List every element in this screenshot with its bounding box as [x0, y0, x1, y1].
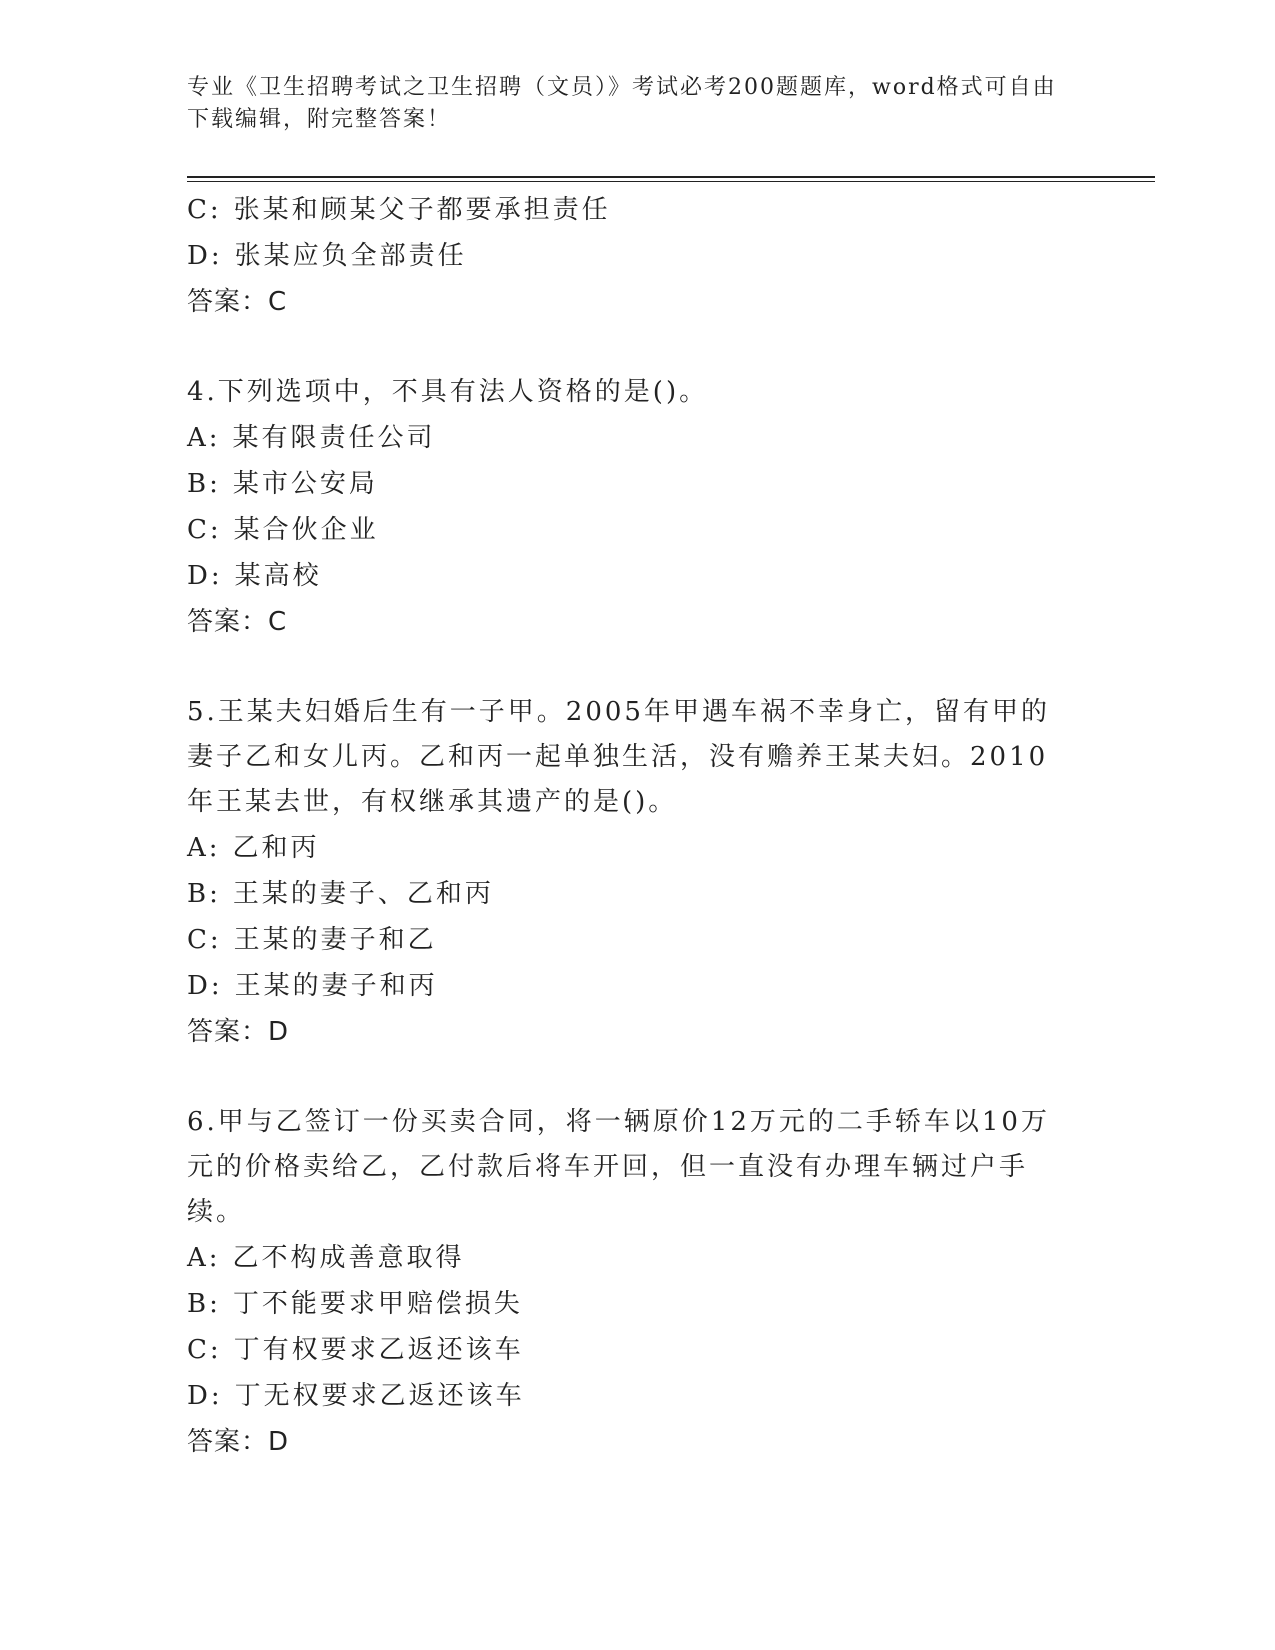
- option-letter: C:: [187, 195, 222, 225]
- option-c: [187, 1327, 1067, 1373]
- option-text: 某合伙企业: [233, 515, 379, 545]
- spacer: [187, 1055, 1067, 1100]
- question-5: [187, 690, 1067, 1055]
- option-letter: A:: [187, 1243, 221, 1273]
- option-letter: B:: [187, 469, 221, 499]
- option-a: [187, 825, 1067, 871]
- option-text: 张某和顾某父子都要承担责任: [233, 195, 611, 225]
- option-text: 某有限责任公司: [232, 423, 436, 453]
- option-letter: C:: [187, 1335, 222, 1365]
- option-d: [187, 963, 1067, 1009]
- question-3-tail: [187, 187, 1067, 325]
- option-text: 乙不构成善意取得: [232, 1243, 465, 1273]
- option-letter: C:: [187, 515, 222, 545]
- question-stem: 5.王某夫妇婚后生有一子甲。2005年甲遇车祸不幸身亡，留有甲的妻子乙和女儿丙。乙和丙一起单独生活，没有赡养王某夫妇。2010年王某去世，有权继承其遗产的是()。: [187, 697, 1050, 817]
- option-d: [187, 1373, 1067, 1419]
- option-letter: C:: [187, 925, 222, 955]
- option-letter: D:: [187, 971, 223, 1001]
- option-letter: B:: [187, 1289, 221, 1319]
- option-c: [187, 187, 1067, 233]
- option-text: 王某的妻子、乙和丙: [232, 879, 494, 909]
- question-6: [187, 1100, 1067, 1465]
- header-rule-thin: [187, 181, 1155, 182]
- answer-line: 答案：D: [187, 1017, 290, 1047]
- option-c: [187, 917, 1067, 963]
- question-stem: 6.甲与乙签订一份买卖合同，将一辆原价12万元的二手轿车以10万元的价格卖给乙，乙付款后将车开回，但一直没有办理车辆过户手续。: [187, 1107, 1050, 1227]
- option-text: 乙和丙: [232, 833, 320, 863]
- answer-line: 答案：D: [187, 1427, 290, 1457]
- answer-line: 答案：C: [187, 287, 288, 317]
- spacer: [187, 325, 1067, 370]
- option-d: [187, 553, 1067, 599]
- question-stem: 4.下列选项中，不具有法人资格的是()。: [187, 377, 709, 407]
- option-letter: D:: [187, 241, 223, 271]
- option-a: [187, 1235, 1067, 1281]
- option-text: 丁无权要求乙返还该车: [234, 1381, 525, 1411]
- option-d: [187, 233, 1067, 279]
- option-letter: A:: [187, 423, 221, 453]
- option-text: 丁有权要求乙返还该车: [233, 1335, 524, 1365]
- question-4: [187, 370, 1067, 645]
- page-header: 专业《卫生招聘考试之卫生招聘（文员）》考试必考200题题库，word格式可自由下载编辑，附完整答案！: [187, 75, 1057, 132]
- option-text: 张某应负全部责任: [234, 241, 467, 271]
- option-a: [187, 415, 1067, 461]
- question-list: [187, 187, 1067, 1465]
- option-text: 某高校: [234, 561, 322, 591]
- option-b: [187, 1281, 1067, 1327]
- option-text: 王某的妻子和丙: [234, 971, 438, 1001]
- spacer: [187, 645, 1067, 690]
- option-c: [187, 507, 1067, 553]
- option-letter: B:: [187, 879, 221, 909]
- option-letter: D:: [187, 561, 223, 591]
- option-b: [187, 871, 1067, 917]
- answer-line: 答案：C: [187, 607, 288, 637]
- option-text: 王某的妻子和乙: [233, 925, 437, 955]
- option-text: 某市公安局: [232, 469, 378, 499]
- option-b: [187, 461, 1067, 507]
- option-text: 丁不能要求甲赔偿损失: [232, 1289, 523, 1319]
- option-letter: D:: [187, 1381, 223, 1411]
- header-rule-thick: [187, 176, 1155, 178]
- option-letter: A:: [187, 833, 221, 863]
